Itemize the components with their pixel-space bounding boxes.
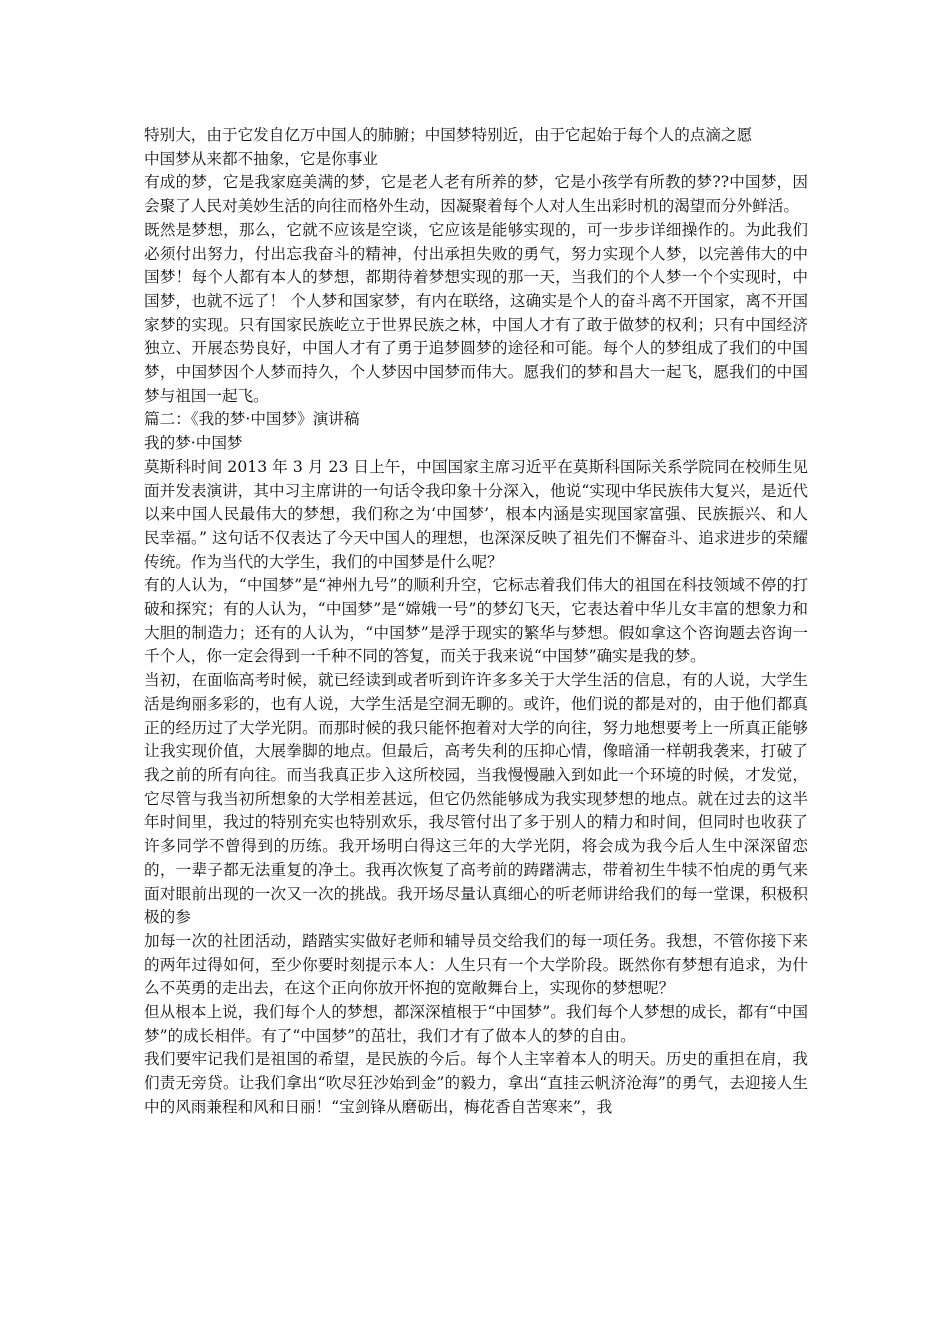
- paragraph-4: 既然是梦想，那么，它就不应该是空谈，它应该是能够实现的，可一步步详细操作的。为此我们必须付出努力，付出忘我奋斗的精神，付出承担失败的勇气，努力实现个人梦，以完善伟大的中国梦！每个人都有本人的梦想，都期待着梦想实现的那一天，当我们的个人梦一个个实现时，中国梦，也就不远了！ 个人梦和国家梦，有内在联络，这确实是个人的奋斗离不开国家，离不开国家梦的实现。只有国家民族屹立于世界民族之林，中国人才有了敢于做梦的权利；只有中国经济独立、开展态势良好，中国人才有了勇于追梦圆梦的途径和可能。每个人的梦组成了我们的中国梦，中国梦因个人梦而持久，个人梦因中国梦而伟大。愿我们的梦和昌大一起飞，愿我们的中国梦与祖国一起飞。: [144, 220, 808, 405]
- paragraph-1: 特别大，由于它发自亿万中国人的肺腑；中国梦特别近，由于它起始于每个人的点滴之愿: [144, 126, 753, 144]
- section-heading: 篇二：《我的梦·中国梦》演讲稿: [144, 410, 360, 429]
- speech-title: 我的梦·中国梦: [144, 434, 243, 453]
- paragraph-3: 有成的梦，它是我家庭美满的梦，它是老人老有所养的梦，它是小孩学有所教的梦??中国梦，因会聚了人民对美妙生活的向往而格外生动，因凝聚着每个人对人生出彩时机的渴望而分外鲜活。: [144, 173, 808, 216]
- paragraph-12: 我们要牢记我们是祖国的希望，是民族的今后。每个人主宰着本人的明天。历史的重担在肩，我们责无旁贷。让我们拿出“吹尽狂沙始到金”的毅力，拿出“直挂云帆济沧海”的勇气，去迎接人生中的风雨兼程和风和日丽！“宝剑锋从磨砺出，梅花香自苦寒来”，我: [144, 1050, 808, 1116]
- paragraph-11: 但从根本上说，我们每个人的梦想，都深深植根于“中国梦”。我们每个人梦想的成长，都有“中国梦”的成长相伴。有了“中国梦”的茁壮，我们才有了做本人的梦的自由。: [144, 1003, 808, 1045]
- paragraph-2: 中国梦从来都不抽象，它是你事业: [144, 149, 378, 168]
- document-page: [144, 124, 808, 1120]
- paragraph-9: 当初，在面临高考时候，就已经读到或者听到许许多多关于大学生活的信息，有的人说，大学生活是绚丽多彩的，也有人说，大学生活是空洞无聊的。或许，他们说的都是对的，由于他们都真正的经历过了大学光阴。而那时候的我只能怀抱着对大学的向往，努力地想要考上一所真正能够让我实现价值，大展拳脚的地点。但最后，高考失利的压抑心情，像暗涌一样朝我袭来，打破了我之前的所有向往。而当我真正步入这所校园，当我慢慢融入到如此一个环境的时候，才发觉，它尽管与我当初所想象的大学相差甚远，但它仍然能够成为我实现梦想的地点。就在过去的这半年时间里，我过的特别充实也特别欢乐，我尽管付出了多于别人的精力和时间，但同时也收获了许多同学不曾得到的历练。我开场明白得这三年的大学光阴，将会成为我今后人生中深深留恋的，一辈子都无法重复的净土。我再次恢复了高考前的踌躇满志，带着初生牛犊不怕虎的勇气来面对眼前出现的一次又一次的挑战。我开场尽量认真细心的听老师讲给我们的每一堂课，积极积极的参: [144, 671, 808, 927]
- paragraph-7: 莫斯科时间 2013 年 3 月 23 日上午，中国国家主席习近平在莫斯科国际关系学院同在校师生见面并发表演讲，其中习主席讲的一句话令我印象十分深入，他说“实现中华民族伟大复兴，是近代以来中国人民最伟大的梦想，我们称之为‘中国梦’，根本内涵是实现国家富强、民族振兴、和人民幸福。” 这句话不仅表达了今天中国人的理想，也深深反映了祖先们不懈奋斗、追求进步的荣耀传统。作为当代的大学生，我们的中国梦是什么呢？: [144, 457, 808, 571]
- paragraph-8: 有的人认为，“中国梦”是“神州九号”的顺利升空，它标志着我们伟大的祖国在科技领域不停的打破和探究；有的人认为，“中国梦”是“嫦娥一号”的梦幻飞天，它表达着中华儿女丰富的想象力和大胆的制造力；还有的人认为，“中国梦”是浮于现实的繁华与梦想。假如拿这个咨询题去咨询一千个人，你一定会得到一千种不同的答复，而关于我来说“中国梦”确实是我的梦。: [144, 576, 808, 666]
- paragraph-10: 加每一次的社团活动，踏踏实实做好老师和辅导员交给我们的每一项任务。我想，不管你接下来的两年过得如何，至少你要时刻提示本人：人生只有一个大学阶段。既然你有梦想有追求，为什么不英勇的走出去，在这个正向你放开怀抱的宽敞舞台上，实现你的梦想呢？: [144, 931, 808, 998]
